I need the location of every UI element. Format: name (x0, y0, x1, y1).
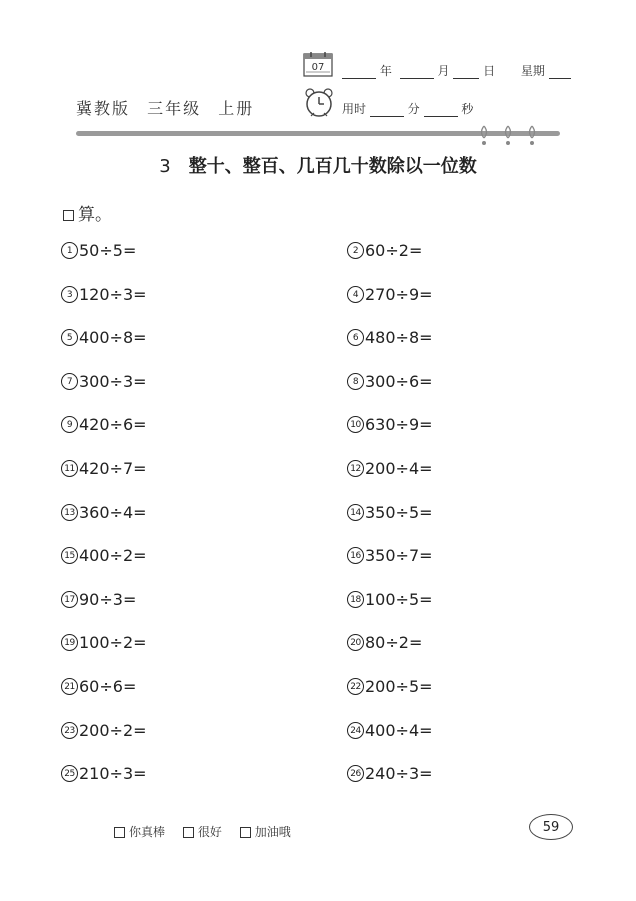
problem-item (347, 589, 433, 611)
problem-number: 10 (347, 416, 364, 433)
textbook-publisher: 冀教版 (76, 99, 131, 118)
problem-item (347, 676, 433, 698)
rating-label: 加油哦 (254, 825, 291, 839)
problem-item (347, 502, 433, 524)
page-number: 59 (529, 814, 573, 840)
seconds-label: 秒 (461, 102, 474, 116)
problem-expression: 50÷5= (79, 241, 137, 260)
problem-number: 24 (347, 722, 364, 739)
problem-item (347, 284, 433, 306)
problem-item (61, 502, 147, 524)
problem-expression: 420÷7= (79, 459, 147, 478)
checkbox-icon (63, 210, 74, 221)
problem-item (61, 589, 136, 611)
seconds-blank[interactable] (424, 102, 458, 117)
problem-item (61, 632, 147, 654)
rating-option-great[interactable] (114, 825, 165, 839)
problem-item (61, 240, 136, 262)
lesson-title-text: 整十、整百、几百几十数除以一位数 (188, 156, 477, 177)
problem-number: 2 (347, 242, 364, 259)
problem-item (61, 763, 147, 785)
problem-expression: 60÷2= (365, 241, 423, 260)
problem-number: 14 (347, 504, 364, 521)
year-label: 年 (379, 64, 392, 78)
problem-expression: 240÷3= (365, 764, 433, 784)
problem-item (347, 240, 422, 262)
day-blank[interactable] (453, 64, 479, 79)
problem-number: 23 (61, 722, 78, 739)
checkbox-icon[interactable] (114, 827, 125, 838)
time-label: 用时 (342, 102, 367, 116)
problem-expression: 200÷4= (365, 459, 433, 478)
problem-number: 20 (347, 634, 364, 651)
problem-item (61, 676, 136, 698)
problem-expression: 60÷6= (79, 677, 137, 696)
problem-item (61, 545, 147, 567)
problem-expression: 480÷8= (365, 328, 433, 348)
textbook-grade: 三年级 (147, 99, 202, 118)
problem-item (347, 371, 433, 393)
problem-item (347, 414, 433, 436)
problem-number: 7 (61, 373, 78, 390)
clock-icon (303, 88, 335, 118)
problem-number: 6 (347, 329, 364, 346)
problem-expression: 350÷7= (365, 546, 433, 566)
problem-expression: 90÷3= (79, 589, 137, 609)
problem-number: 19 (61, 634, 78, 651)
weekday-label: 星期 (520, 64, 545, 78)
rating-label: 很好 (197, 825, 222, 839)
instruction (63, 200, 112, 225)
problem-number: 17 (61, 591, 78, 608)
problem-number: 25 (61, 765, 78, 782)
problem-item (347, 763, 433, 785)
problem-number: 1 (61, 242, 78, 259)
problem-number: 9 (61, 416, 78, 433)
problem-item (61, 327, 147, 349)
calendar-label: 07 (311, 62, 325, 73)
month-blank[interactable] (400, 64, 434, 79)
instruction-text: 算。 (78, 205, 112, 225)
binder-rings-icon (478, 124, 538, 146)
problem-item (347, 545, 433, 567)
problem-number: 3 (61, 286, 78, 303)
problem-expression: 630÷9= (365, 415, 433, 435)
problem-expression: 120÷3= (79, 284, 147, 304)
rating-options (114, 823, 305, 840)
problem-expression: 360÷4= (79, 502, 147, 522)
minutes-blank[interactable] (370, 102, 404, 117)
problem-number: 22 (347, 678, 364, 695)
day-label: 日 (483, 64, 496, 78)
problem-number: 26 (347, 765, 364, 782)
problem-expression: 200÷2= (79, 720, 147, 740)
problem-item (61, 458, 147, 480)
problem-expression: 400÷2= (79, 546, 147, 566)
problem-item (61, 371, 147, 393)
problem-number: 15 (61, 547, 78, 564)
rating-label: 你真棒 (129, 825, 166, 839)
problem-number: 12 (347, 460, 364, 477)
rating-option-good[interactable] (183, 825, 222, 839)
time-line (342, 100, 473, 117)
checkbox-icon[interactable] (240, 827, 251, 838)
problem-number: 8 (347, 373, 364, 390)
problem-number: 18 (347, 591, 364, 608)
problem-number: 16 (347, 547, 364, 564)
minutes-label: 分 (407, 102, 420, 116)
problem-item (347, 327, 433, 349)
problem-expression: 200÷5= (365, 677, 433, 696)
problem-number: 5 (61, 329, 78, 346)
problem-item (61, 414, 147, 436)
textbook-volume: 上册 (218, 99, 255, 118)
checkbox-icon[interactable] (183, 827, 194, 838)
month-label: 月 (437, 64, 450, 78)
problem-expression: 270÷9= (365, 284, 433, 304)
lesson-number: 3 (159, 156, 171, 177)
rating-option-keep-going[interactable] (240, 825, 291, 839)
lesson-title (0, 152, 636, 178)
problem-expression: 300÷6= (365, 371, 433, 391)
problem-expression: 350÷5= (365, 502, 433, 522)
year-blank[interactable] (342, 64, 376, 79)
problem-item (347, 720, 433, 742)
problem-expression: 100÷2= (79, 633, 147, 653)
problem-number: 13 (61, 504, 78, 521)
problem-item (347, 458, 433, 480)
problem-number: 21 (61, 678, 78, 695)
weekday-blank[interactable] (549, 64, 571, 79)
problem-item (61, 720, 147, 742)
problem-item (347, 632, 422, 654)
date-line (342, 62, 571, 79)
problem-expression: 400÷4= (365, 720, 433, 740)
problem-expression: 300÷3= (79, 371, 147, 391)
problem-number: 11 (61, 460, 78, 477)
problem-item (61, 284, 147, 306)
problem-expression: 420÷6= (79, 415, 147, 435)
problem-number: 4 (347, 286, 364, 303)
problem-expression: 400÷8= (79, 328, 147, 348)
textbook-label (76, 96, 264, 119)
calendar-icon (303, 51, 333, 77)
problem-expression: 80÷2= (365, 633, 423, 653)
problem-expression: 210÷3= (79, 764, 147, 784)
problem-expression: 100÷5= (365, 589, 433, 609)
